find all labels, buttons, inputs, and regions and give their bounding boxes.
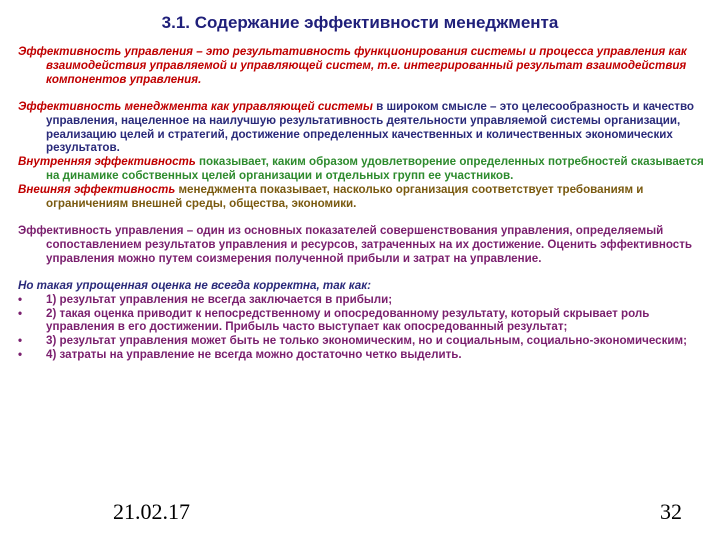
term-external-efficiency: Внешняя эффективность [18, 183, 176, 197]
list-item-text: 3) результат управления может быть не только экономическим, но и социальным, социально-экономическим; [46, 334, 687, 348]
footer-date: 21.02.17 [113, 499, 190, 524]
bullet-marker: • [18, 348, 23, 362]
text-external-efficiency: менеджмента показывает, насколько организация соответствует требованиям и ограничениям внешней среды, общества, экономики. [46, 183, 644, 211]
paragraph-managerial-efficiency [18, 100, 704, 156]
list-item [18, 348, 704, 362]
slide-title: 3.1. Содержание эффективности менеджмента [161, 13, 559, 32]
text-managerial-efficiency: в широком смысле – это целесообразность и качество управления, нацеленное на наилучшую результативность деятельности управляемой системы организации, реализацию целей и стратегий, достижение определенных качественных и количественных экономических результатов. [46, 99, 695, 155]
list-item-text: 2) такая оценка приводит к непосредственному и опосредованному результату, который скрывает роль управления в его достижении. Прибыль часто выступает как опосредованный результат; [46, 306, 650, 334]
list-item-text: 4) затраты на управление не всегда можно достаточно четко выделить. [46, 348, 462, 362]
list-item [18, 334, 704, 348]
paragraph-external-efficiency [18, 183, 704, 211]
list-item-text: 1) результат управления не всегда заключается в прибыли; [46, 292, 393, 306]
page-number: 32 [660, 499, 682, 524]
list-item [18, 307, 704, 335]
term-internal-efficiency: Внутренняя эффективность [18, 155, 196, 169]
paragraph-internal-efficiency [18, 155, 704, 183]
term-managerial-efficiency: Эффективность менеджмента как управляющей системы [18, 99, 373, 113]
bullet-marker: • [18, 306, 23, 320]
bullet-marker: • [18, 334, 23, 348]
list-item [18, 293, 704, 307]
spacer [18, 211, 704, 224]
spacer [18, 266, 704, 279]
bullet-marker: • [18, 292, 23, 306]
paragraph-efficiency-indicator: Эффективность управления – один из основных показателей совершенствования управления, определяемый сопоставлением результатов управления и ресурсов, затраченных на их достижение. Оценить эффективность управления можно путем соизмерения полученной прибыли и затрат на управление. [18, 223, 693, 265]
paragraph-simplified-assessment: Но такая упрощенная оценка не всегда корректна, так как: [18, 278, 371, 292]
slide-body [18, 45, 704, 362]
text-internal-efficiency: показывает, каким образом удовлетворение определенных потребностей сказывается на динамике собственных целей организации и отдельных групп ее участников. [46, 155, 704, 183]
paragraph-definition-management-efficiency: Эффективность управления – это результативность функционирования системы и процесса управления как взаимодействия управляемой и управляющей систем, т.е. интегрированный результат взаимодействия компонентов управления. [18, 45, 687, 86]
spacer [18, 87, 704, 100]
